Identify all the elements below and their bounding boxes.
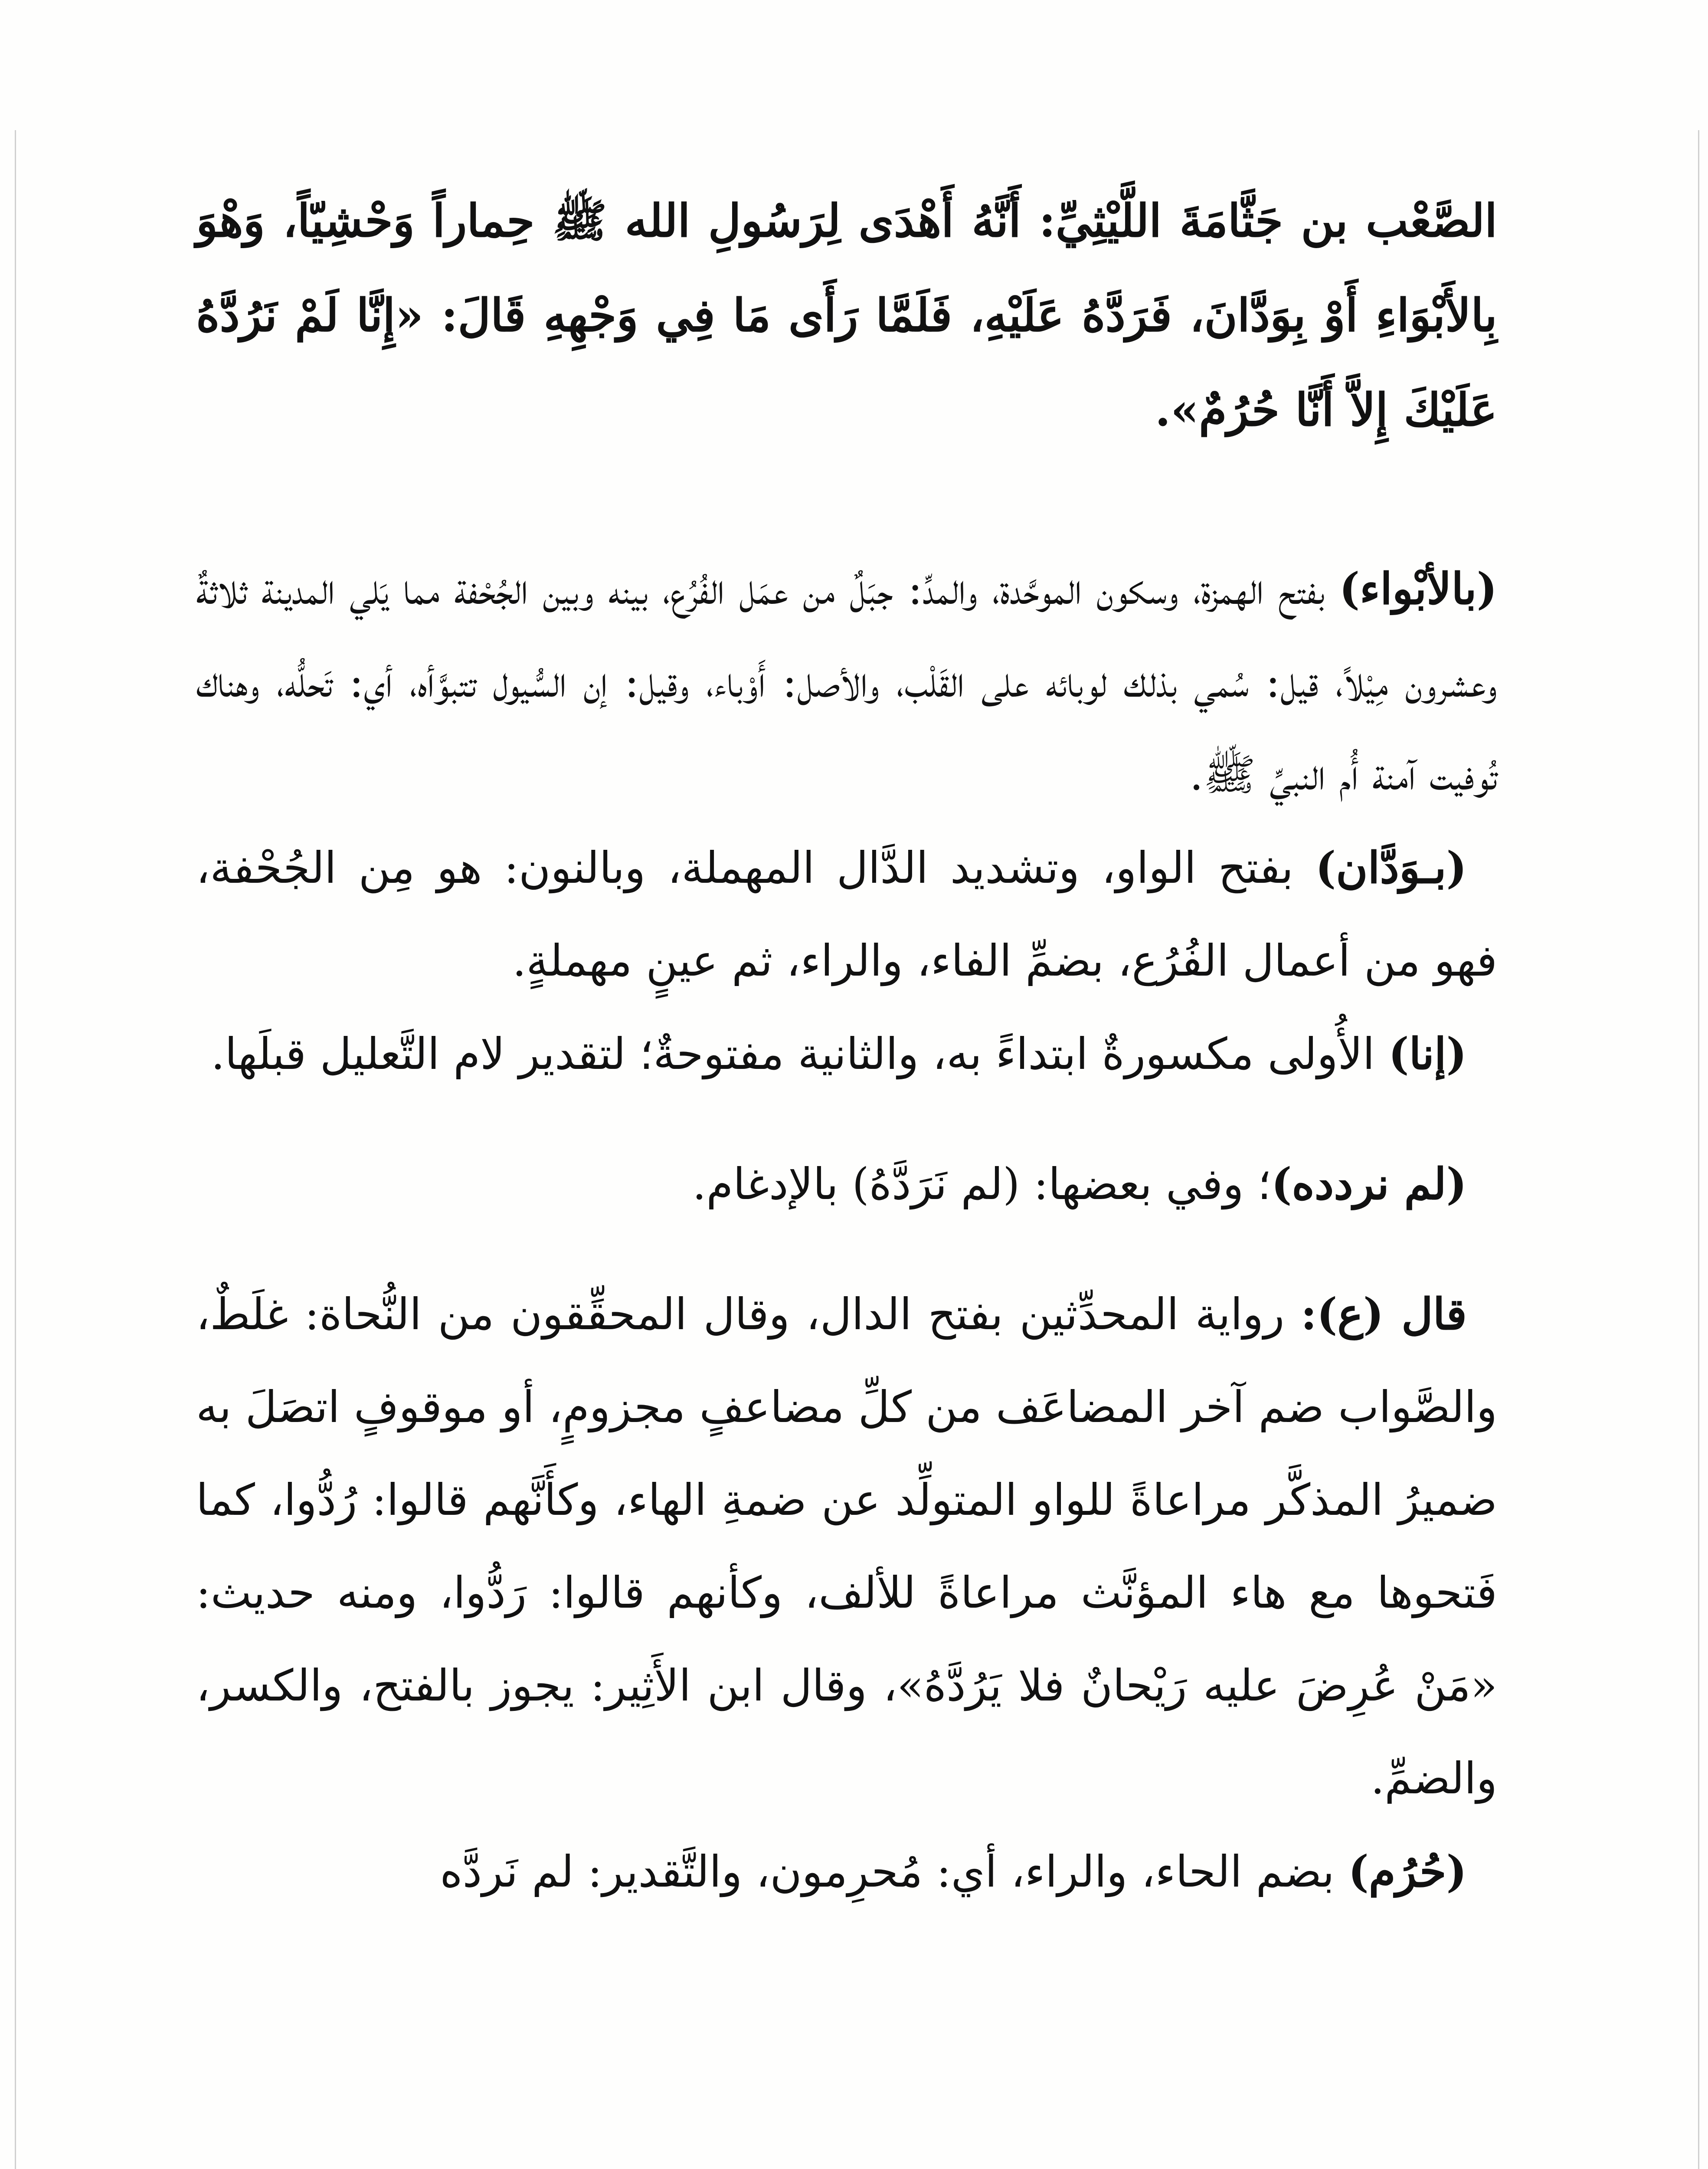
commentary-term: (لم نردده)	[1271, 1158, 1467, 1209]
scan-edge-right	[1698, 130, 1699, 2169]
commentary-body: ؛ وفي بعضها: (لم نَرَدَّهُ) بالإدغام.	[692, 1159, 1272, 1209]
commentary-paragraph-abwa	[196, 542, 1497, 821]
commentary-paragraph-inna	[196, 1007, 1497, 1101]
commentary-paragraph-lam-nardudhu	[196, 1137, 1497, 1231]
commentary-body: بفتح الواو، وتشديد الدَّال المهملة، وبالنون: هو مِن الجُحْفة، فهو من أعمال الفُرُع، بضمِّ الفاء، والراء، ثم عينٍ مهملةٍ.	[196, 842, 1497, 986]
commentary-paragraph-hurum	[196, 1825, 1497, 1918]
commentary-body: بضم الحاء، والراء، أي: مُحرِمون، والتَّقدير: لم نَردَّه	[440, 1846, 1348, 1897]
commentary-body: بفتح الهمزة، وسكون الموحَّدة، والمدِّ: جبَلٌ من عمَل الفُرُع، بينه وبين الجُحْفة مما يَلي المدينة ثلاثةٌ وعشرون مِيْلاً، قيل: سُمي بذلك لوبائه على القَلْب، والأصل: أَوْباء، وقيل: إن السُّيول تتبوَّأه، أي: تَحلُّه، وهناك تُوفيت آمنة أُم النبيِّ ﷺ.	[196, 564, 1497, 800]
commentary-section	[196, 542, 1497, 1918]
commentary-body: رواية المحدِّثين بفتح الدال، وقال المحقِّقون من النُّحاة: غلَطٌ، والصَّواب ضم آخر المضاعَف من كلِّ مضاعفٍ مجزومٍ، أو موقوفٍ اتصَلَ به ضميرُ المذكَّر مراعاةً للواو المتولِّد عن ضمةِ الهاء، وكأَنَّهم قالوا: رُدُّوا، كما فَتحوها مع هاء المؤنَّث مراعاةً للألف، وكأنهم قالوا: رَدُّوا، ومنه حديث: «مَنْ عُرِضَ عليه رَيْحانٌ فلا يَرُدَّهُ»، وقال ابن الأَثِير: يجوز بالفتح، والكسر، والضمِّ.	[196, 1289, 1497, 1804]
commentary-term: (بـوَدَّان)	[1315, 842, 1467, 893]
commentary-term: (إنا)	[1388, 1028, 1467, 1079]
scan-edge-left	[15, 130, 16, 2169]
commentary-body: الأُولى مكسورةٌ ابتداءً به، والثانية مفتوحةٌ؛ لتقدير لام التَّعليل قبلَها.	[211, 1029, 1389, 1079]
commentary-term: (بالأبْواء)	[1339, 563, 1497, 614]
commentary-paragraph-waddan	[196, 821, 1497, 1007]
commentary-term: قال (ع):	[1301, 1288, 1467, 1340]
hadith-paragraph: الصَّعْب بن جَثَّامَةَ اللَّيْثِيِّ: أَنَّهُ أَهْدَى لِرَسُولِ الله ﷺ حِماراً وَحْشِيّاً، وَهْوَ بِالأَبْوَاءِ أَوْ بِوَدَّانَ، فَرَدَّهُ عَلَيْهِ، فَلَمَّا رَأَى مَا فِي وَجْهِهِ قَالَ: «إِنَّا لَمْ نَرُدَّهُ عَلَيْكَ إِلاَّ أَنَّا حُرُمٌ».	[196, 194, 1498, 436]
commentary-term: (حُرُم)	[1348, 1846, 1467, 1897]
commentary-paragraph-qal-ain	[196, 1268, 1497, 1825]
hadith-text	[196, 174, 1497, 457]
